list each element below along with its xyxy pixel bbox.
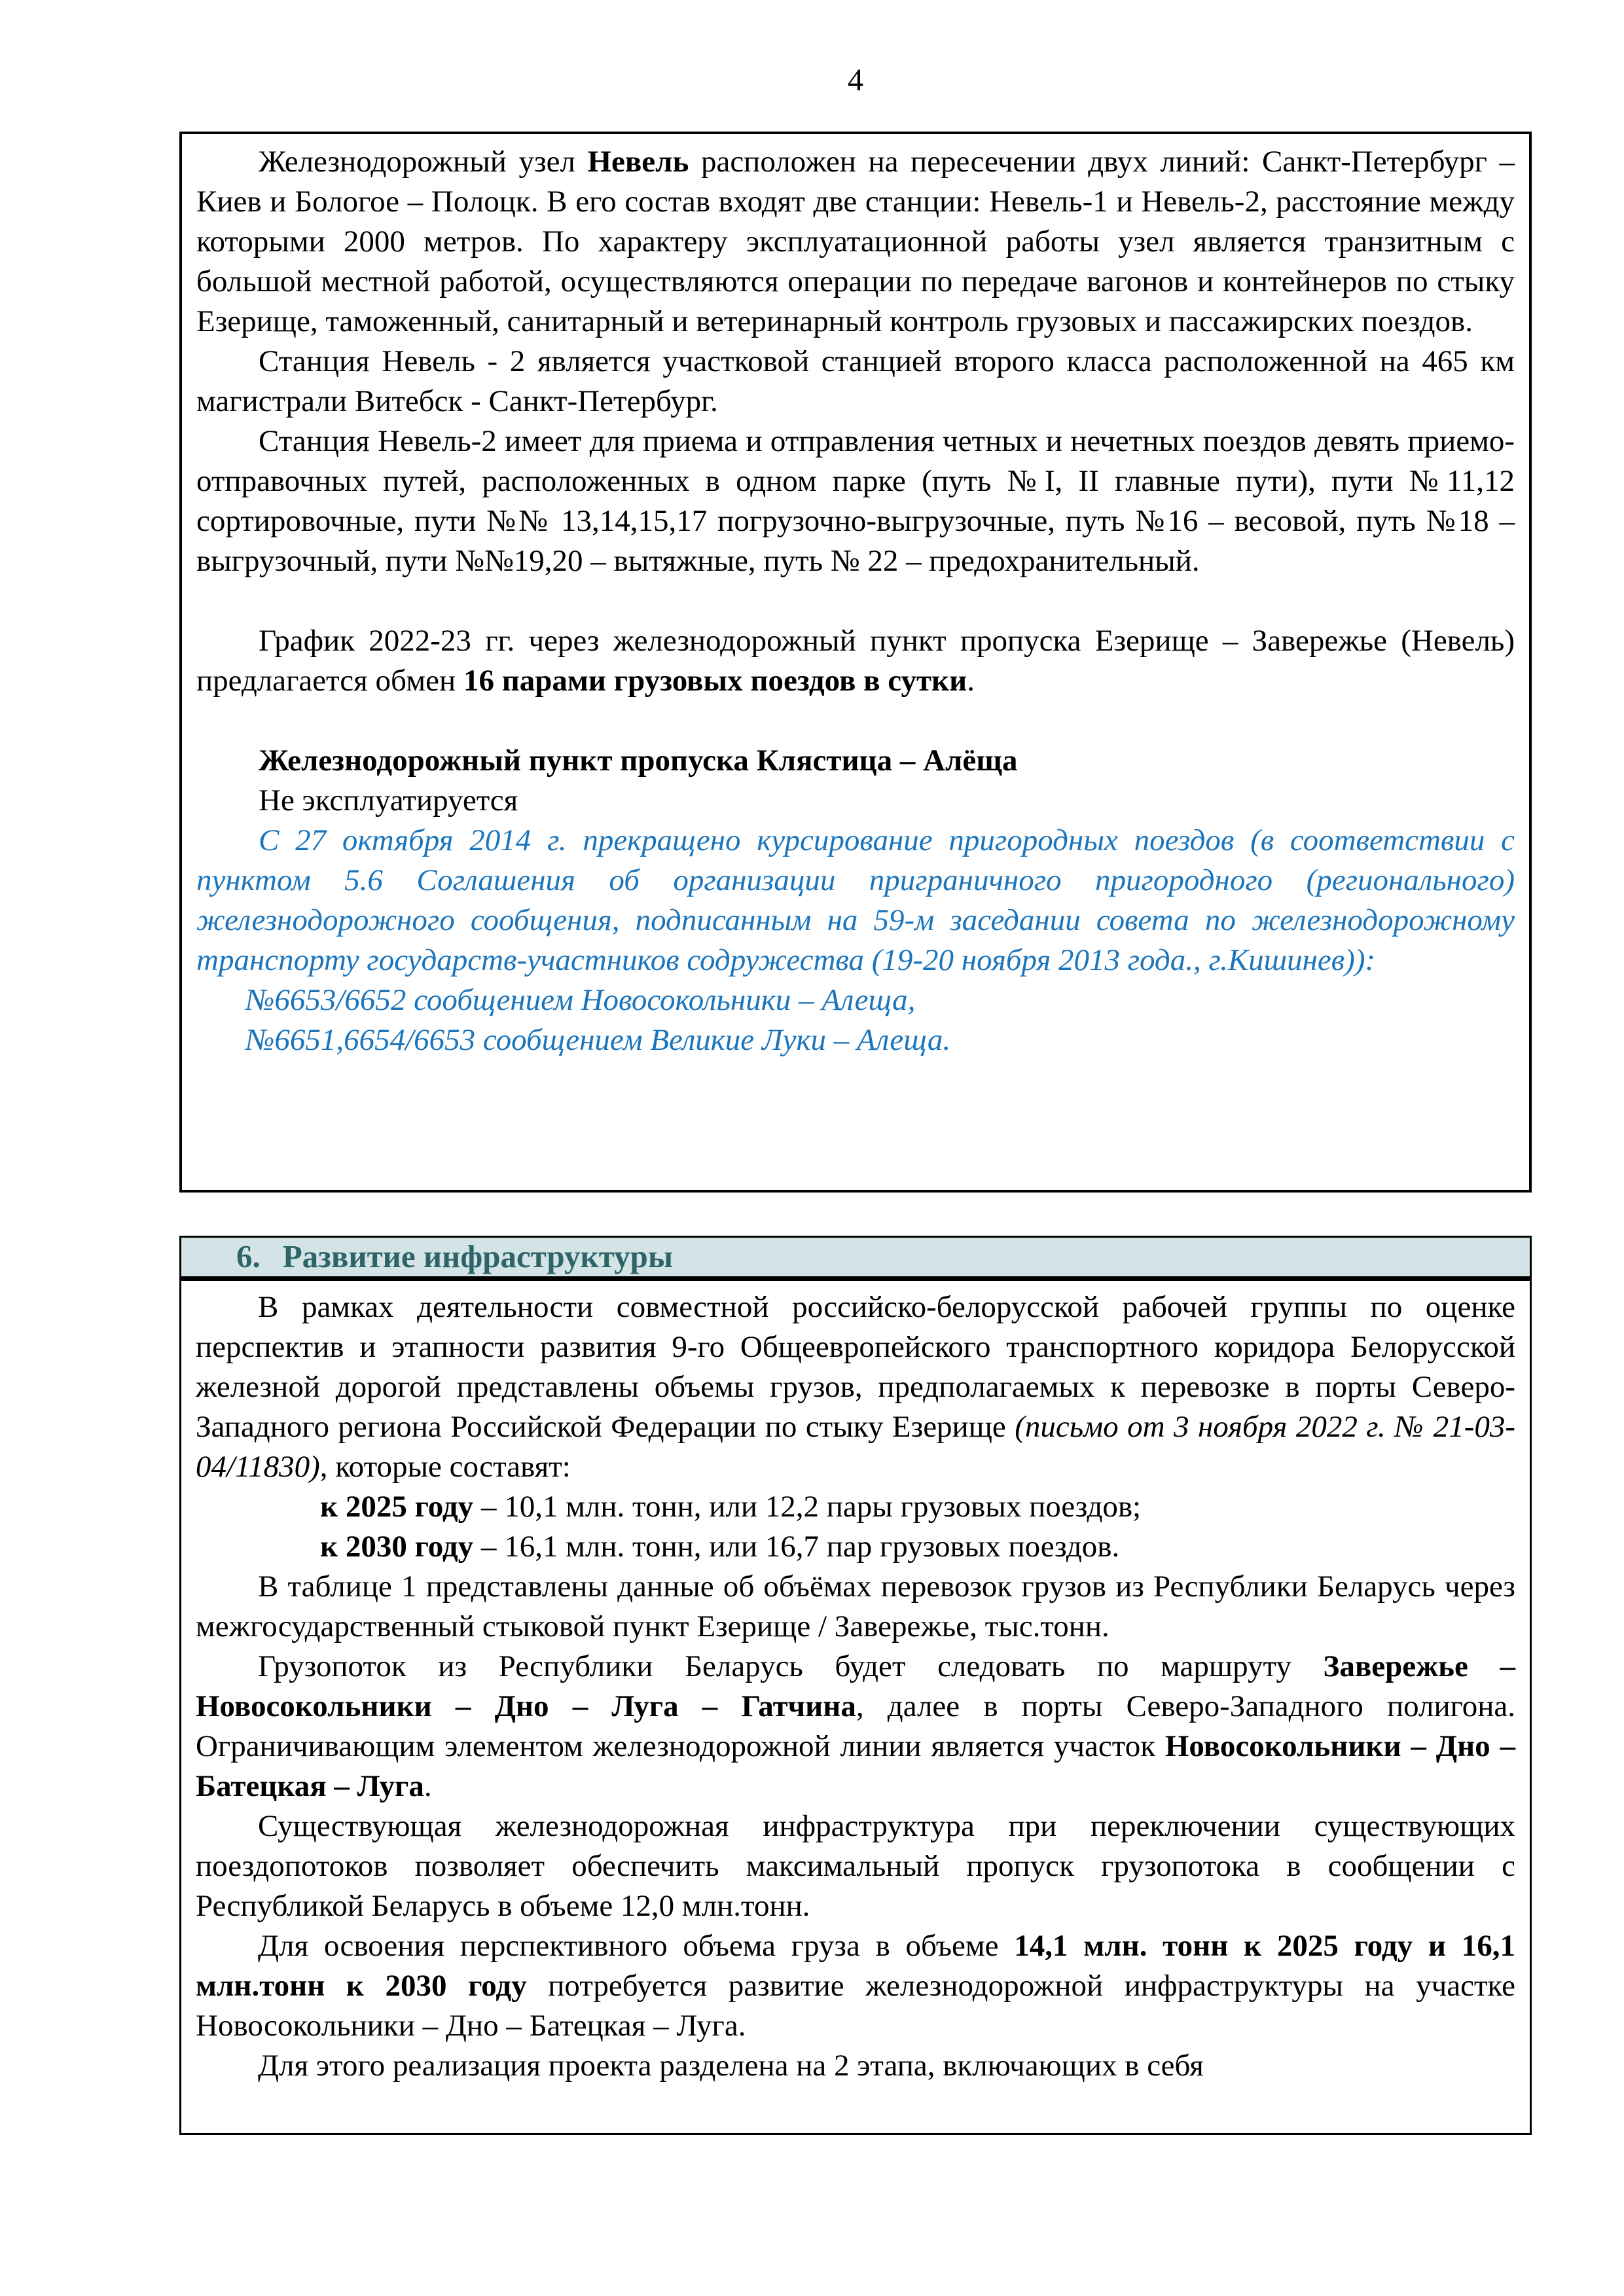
- text-run: – 16,1 млн. тонн, или 16,7 пар грузовых поездов.: [473, 1530, 1120, 1564]
- paragraph: [196, 1287, 1515, 1487]
- text-run: График 2022-23 гг. через железнодорожный пункт пропуска Езерище – Завережье (Невель) предлагается обмен: [196, 624, 1515, 698]
- text-run: Завережье – Новосокольники – Дно – Луга – Гатчина: [196, 1649, 1515, 1723]
- text-run: расположен на пересечении двух линий: Санкт-Петербург – Киев и Бологое – Полоцк. В его состав входят две станции: Невель-1 и Невель-2, расстояние между которыми 2000 метров. По характеру эксплуатационной работы узел является транзитным с большой местной работой, осуществляются операции по передаче вагонов и контейнеров по стыку Езерище, таможенный, санитарный и ветеринарный контроль грузовых и пассажирских поездов.: [196, 145, 1515, 338]
- text-run: Станция Невель - 2 является участковой станцией второго класса расположенной на 465 км магистрали Витебск - Санкт-Петербург.: [196, 344, 1515, 418]
- text-run: Для этого реализация проекта разделена на 2 этапа, включающих в себя: [258, 2049, 1204, 2083]
- text-run: Невель: [587, 145, 689, 179]
- paragraph: [196, 821, 1515, 980]
- text-run: .: [424, 1769, 432, 1803]
- text-run: В таблице 1 представлены данные об объёмах перевозок грузов из Республики Беларусь через межгосударственный стыковой пункт Езерище / Завережье, тыс.тонн.: [196, 1570, 1515, 1643]
- paragraph: [196, 1926, 1515, 2046]
- paragraph: [196, 781, 1515, 821]
- paragraph: [196, 422, 1515, 581]
- text-run: .: [967, 664, 975, 698]
- text-run: Существующая железнодорожная инфраструктура при переключении существующих поездопотоков позволяет обеспечить максимальный пропуск грузопотока в сообщении с Республикой Беларусь в объеме 12,0 млн.тонн.: [196, 1809, 1515, 1923]
- text-run: Новосокольники – Дно – Батецкая – Луга: [196, 1729, 1515, 1803]
- text-run: Железнодорожный узел: [259, 145, 588, 179]
- page-number: 4: [848, 63, 863, 98]
- paragraph: [196, 1567, 1515, 1647]
- page-content: [179, 0, 1532, 2135]
- text-run: В рамках деятельности совместной российско-белорусской рабочей группы по оценке перспектив и этапности развития 9-го Общеевропейского транспортного коридора Белорусской железной дорогой представлены объемы грузов, предполагаемых к перевозке в порты Северо-Западного региона Российской Федерации по стыку Езерище: [196, 1290, 1515, 1444]
- paragraph: [196, 741, 1515, 781]
- paragraph: [196, 142, 1515, 342]
- text-run: №6653/6652 сообщением Новосокольники – Алеща,: [245, 983, 916, 1017]
- paragraph: [196, 1020, 1515, 1060]
- paragraph: [196, 1487, 1515, 1527]
- section-title: Развитие инфраструктуры: [282, 1238, 674, 1274]
- paragraph: [196, 2046, 1515, 2086]
- paragraph: [196, 1647, 1515, 1806]
- text-run: Железнодорожный пункт пропуска Клястица – Алёща: [259, 744, 1018, 778]
- text-run: , которые составят:: [319, 1450, 571, 1484]
- section-number: 6.: [236, 1238, 261, 1274]
- text-run: к 2025 году: [320, 1490, 474, 1524]
- paragraph: [196, 1527, 1515, 1567]
- section-header: [179, 1236, 1532, 1276]
- text-box-border-crossing: [179, 132, 1532, 1193]
- text-run: Для освоения перспективного объема груза в объеме: [258, 1929, 1015, 1963]
- paragraph: [196, 980, 1515, 1020]
- text-run: Станция Невель-2 имеет для приема и отправления четных и нечетных поездов девять приемо-отправочных путей, расположенных в одном парке (путь №I, II главные пути), пути №11,12 сортировочные, пути №№ 13,14,15,17 погрузочно-выгрузочные, путь №16 – весовой, путь №18 – выгрузочный, пути №№19,20 – вытяжные, путь № 22 – предохранительный.: [196, 424, 1515, 578]
- paragraph: [196, 621, 1515, 701]
- text-run: к 2030 году: [320, 1530, 474, 1564]
- text-run: Грузопоток из Республики Беларусь будет следовать по маршруту: [258, 1649, 1324, 1683]
- paragraph: [196, 1806, 1515, 1926]
- text-run: – 10,1 млн. тонн, или 12,2 пары грузовых поездов;: [473, 1490, 1142, 1524]
- text-run: 16 парами грузовых поездов в сутки: [463, 664, 967, 698]
- text-run: 14,1 млн. тонн к 2025 году и 16,1 млн.тонн к 2030 году: [196, 1929, 1515, 2003]
- text-run: (письмо от 3 ноября 2022 г. № 21-03-04/11830): [196, 1410, 1515, 1484]
- paragraph: [196, 342, 1515, 422]
- text-run: , далее в порты Северо-Западного полигона. Ограничивающим элементом железнодорожной линии является участок: [196, 1689, 1515, 1763]
- text-box-infrastructure-development: [179, 1276, 1532, 2135]
- text-run: С 27 октября 2014 г. прекращено курсирование пригородных поездов (в соответствии с пунктом 5.6 Соглашения об организации приграничного пригородного (регионального) железнодорожного сообщения, подписанным на 59-м заседании совета по железнодорожному транспорту государств-участников содружества (19-20 ноября 2013 года., г.Кишинев)):: [196, 823, 1515, 977]
- text-run: №6651,6654/6653 сообщением Великие Луки – Алеща.: [245, 1023, 951, 1057]
- text-run: потребуется развитие железнодорожной инфраструктуры на участке Новосокольники – Дно – Батецкая – Луга.: [196, 1969, 1516, 2043]
- text-run: Не эксплуатируется: [259, 783, 518, 817]
